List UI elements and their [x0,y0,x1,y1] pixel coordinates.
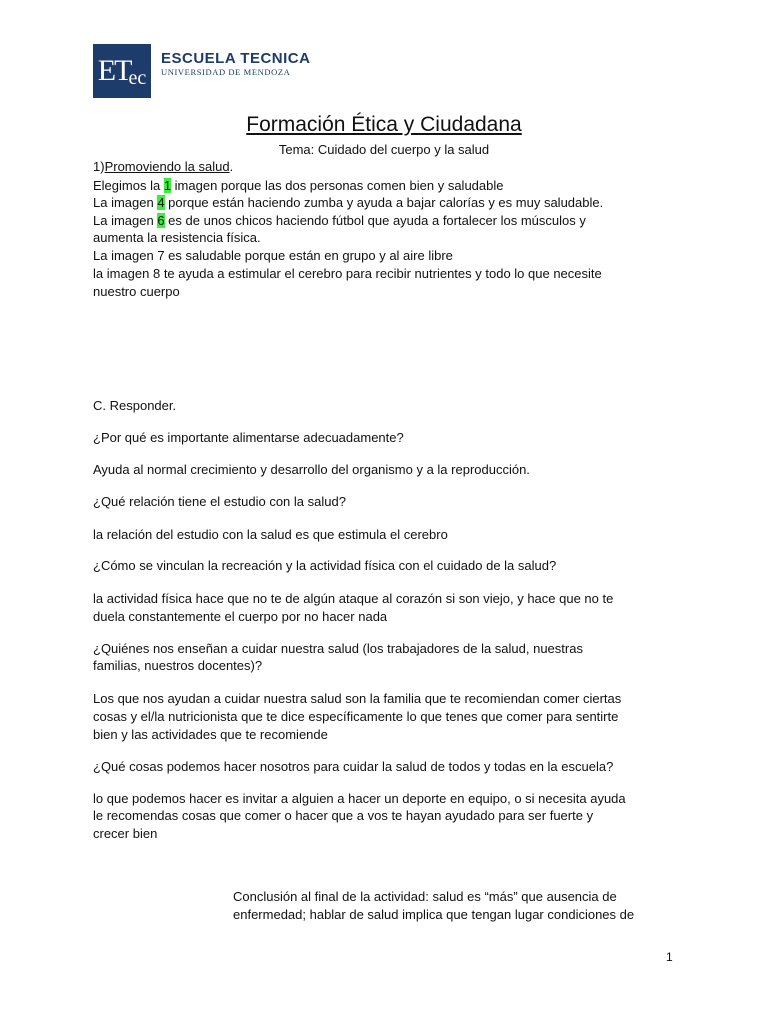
school-logo: ET ec [93,44,151,98]
paragraph-line: La imagen 6 es de unos chicos haciendo fútbol que ayuda a fortalecer los músculos y [93,213,586,228]
question-2: ¿Qué relación tiene el estudio con la salud? [93,494,346,509]
paragraph-line: nuestro cuerpo [93,284,180,299]
page-number: 1 [666,950,673,964]
highlight-number: 1 [163,178,172,193]
paragraph-line: Elegimos la 1 imagen porque las dos personas comen bien y saludable [93,178,504,193]
question-4: familias, nuestros docentes)? [93,658,263,673]
answer-4: bien y las actividades que te recomiende [93,727,328,742]
conclusion: Conclusión al final de la actividad: salud es “más” que ausencia de enfermedad; hablar de salud implica que tengan lugar condiciones de [233,889,635,922]
highlight-number: 4 [157,195,165,210]
question-4: ¿Quiénes nos enseñan a cuidar nuestra salud (los trabajadores de la salud, nuestras [93,641,583,656]
answer-2: la relación del estudio con la salud es que estimula el cerebro [93,527,448,542]
document-title: Formación Ética y Ciudadana [246,113,522,136]
answer-3: la actividad física hace que no te de algún ataque al corazón si son viejo, y hace que no te [93,591,614,606]
question-3: ¿Cómo se vinculan la recreación y la actividad física con el cuidado de la salud? [93,558,557,573]
paragraph-line: La imagen 4 porque están haciendo zumba y ayuda a bajar calorías y es muy saludable. [93,195,604,210]
paragraph-line: la imagen 8 te ayuda a estimular el cerebro para recibir nutrientes y todo lo que necesite [93,266,602,281]
answer-4: Los que nos ayudan a cuidar nuestra salud son la familia que te recomiendan comer ciertas [93,691,622,706]
university-name: UNIVERSIDAD DE MENDOZA [161,67,291,77]
school-brand [161,51,310,78]
answer-1: Ayuda al normal crecimiento y desarrollo del organismo y a la reproducción. [93,462,530,477]
answer-5: le recomendas cosas que comer o hacer que a vos te hayan ayudado para ser fuerte y [93,808,594,823]
school-name: ESCUELA TECNICA [161,50,311,67]
section-label: C. Responder. [93,398,177,413]
paragraph-line: La imagen 7 es saludable porque están en grupo y al aire libre [93,248,453,263]
paragraph-line: aumenta la resistencia física. [93,230,261,245]
section-heading: 1)Promoviendo la salud. [93,159,234,174]
answer-4: cosas y el/la nutricionista que te dice específicamente lo que tenes que comer para sentirte [93,709,619,724]
document-subtitle: Tema: Cuidado del cuerpo y la salud [278,142,490,157]
question-5: ¿Qué cosas podemos hacer nosotros para cuidar la salud de todos y todas en la escuela? [93,759,614,774]
answer-5: crecer bien [93,826,158,841]
answer-3: duela constantemente el cuerpo por no hacer nada [93,609,388,624]
question-1: ¿Por qué es importante alimentarse adecuadamente? [93,430,404,445]
highlight-number: 6 [157,213,165,228]
answer-5: lo que podemos hacer es invitar a alguien a hacer un deporte en equipo, o si necesita ayuda [93,791,626,806]
